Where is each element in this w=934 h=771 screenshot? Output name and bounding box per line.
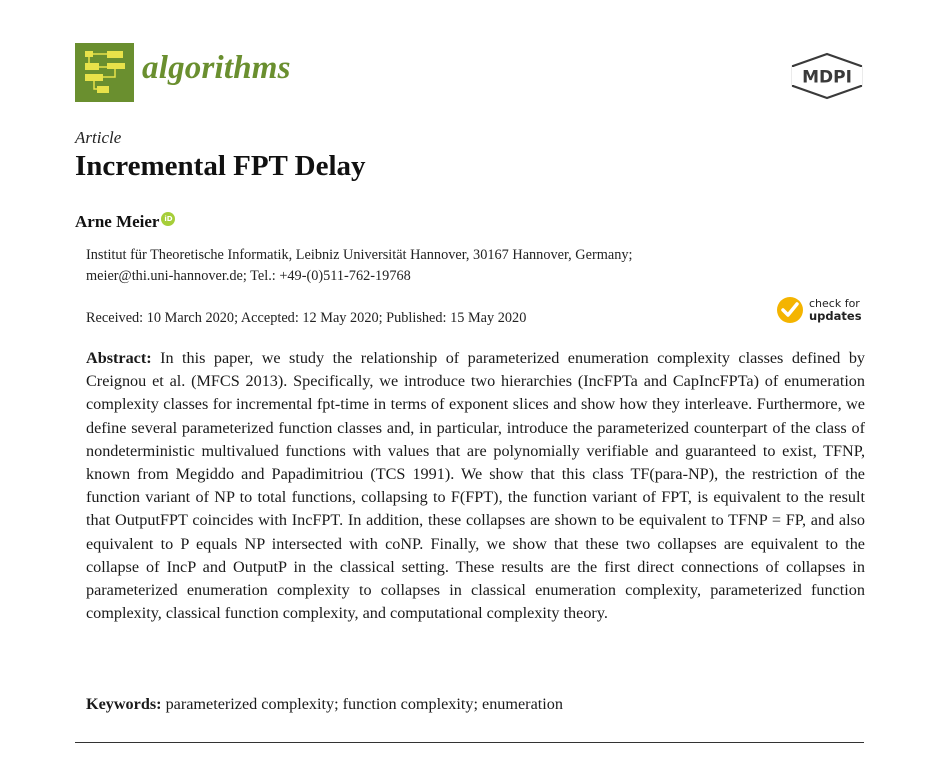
author-line (75, 212, 175, 232)
section-divider (75, 742, 864, 743)
check-for-updates-badge[interactable] (775, 294, 865, 326)
author-name: Arne Meier (75, 212, 160, 231)
check-for-updates-line2: updates (809, 309, 862, 323)
affiliation-contact: meier@thi.uni-hannover.de; Tel.: +49-(0)511-762-19768 (86, 268, 411, 284)
affiliation (86, 245, 632, 287)
article-type: Article (75, 128, 122, 147)
keywords-label: Keywords: (86, 695, 162, 713)
publication-dates: Received: 10 March 2020; Accepted: 12 May 2020; Published: 15 May 2020 (86, 310, 527, 326)
keywords (86, 695, 563, 714)
check-for-updates-line1: check for (809, 297, 860, 310)
abstract (86, 347, 865, 625)
paper-title: Incremental FPT Delay (75, 150, 366, 182)
algorithms-journal-logo-icon (75, 43, 134, 102)
abstract-label: Abstract: (86, 349, 152, 367)
affiliation-institution: Institut für Theoretische Informatik, Leibniz Universität Hannover, 30167 Hannover, Germany; (86, 247, 633, 263)
keywords-text: parameterized complexity; function complexity; enumeration (165, 695, 563, 713)
abstract-text: In this paper, we study the relationship of parameterized enumeration complexity classes defined by Creignou et al. (MFCS 2013). Specifically, we introduce two hierarchies (IncFPTa and CapIncFPTa) of enumeration complexity classes for incremental fpt-time in terms of exponent slices and show how they interleave. Furthermore, we define several parameterized function classes and, in particular, introduce the parameterized counterpart of the class of nondeterministic multivalued functions with values that are polynomially verifiable and guaranteed to exist, TFNP, known from Megiddo and Papadimitriou (TCS 1991). We show that this class TF(para-NP), the restriction of the function variant of NP to total functions, collapsing to F(FPT), the function variant of FPT, is equivalent to the result that OutputFPT coincides with IncFPT. In addition, these collapses are shown to be equivalent to TFNP = FP, and also equivalent to P equals NP intersected with coNP. Finally, we show that these two collapses are equivalent to the collapse of IncP and OutputP in the classical setting. These results are the first direct connections of collapses in parameterized enumeration complexity to collapses in classical enumeration complexity, parameterized function complexity, classical function complexity, and computational complexity theory. (86, 349, 866, 623)
check-for-updates-icon (775, 295, 805, 325)
mdpi-logo-icon (790, 52, 864, 100)
orcid-icon[interactable]: iD (161, 212, 175, 226)
mdpi-logo-text: MDPI (802, 67, 852, 88)
journal-name: algorithms (142, 50, 291, 86)
